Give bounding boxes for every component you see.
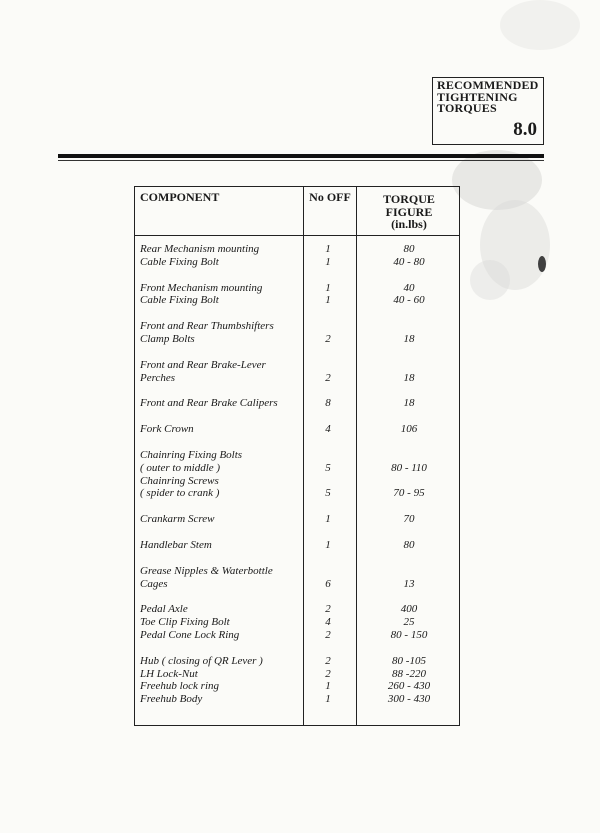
component-cell: Cages (140, 577, 168, 590)
component-cell: Front and Rear Brake-Lever (140, 358, 266, 371)
component-cell: Freehub lock ring (140, 680, 220, 693)
row-group (135, 282, 459, 308)
section-number: 8.0 (513, 119, 537, 140)
component-cell: Toe Clip Fixing Bolt (140, 616, 230, 629)
quantity-cell: 2 (325, 371, 331, 384)
table-body (135, 243, 459, 719)
table-row (135, 294, 459, 307)
quantity-cell: 1 (325, 294, 331, 307)
torque-cell: 18 (403, 371, 415, 384)
component-cell: Cable Fixing Bolt (140, 294, 219, 307)
table-row (135, 616, 459, 629)
torque-cell: 80 - 110 (391, 461, 427, 474)
component-cell: Cable Fixing Bolt (140, 255, 219, 268)
row-group (135, 565, 459, 591)
component-cell: Crankarm Screw (140, 513, 215, 526)
component-cell: Chainring Fixing Bolts (140, 448, 243, 461)
table-row (135, 655, 459, 668)
component-cell: Chainring Screws (140, 474, 219, 487)
row-group (135, 320, 459, 346)
table-row (135, 256, 459, 269)
quantity-cell: 1 (325, 243, 331, 255)
header-divider (135, 235, 459, 236)
table-row (135, 462, 459, 475)
quantity-cell: 4 (325, 423, 331, 436)
torque-cell: 400 (400, 603, 418, 616)
quantity-cell: 2 (325, 654, 331, 667)
quantity-cell: 1 (325, 255, 331, 268)
table-row (135, 668, 459, 681)
torque-cell: 80 - 150 (390, 628, 428, 641)
component-cell: Front and Rear Brake Calipers (140, 397, 278, 410)
table-row (135, 243, 459, 256)
quantity-cell: 5 (325, 461, 331, 474)
table-row (135, 423, 459, 436)
section-header-box (432, 77, 544, 145)
row-group (135, 449, 459, 500)
table-row (135, 475, 459, 488)
table-row (135, 397, 459, 410)
quantity-cell: 6 (325, 577, 331, 590)
quantity-cell: 2 (325, 332, 331, 345)
ink-blot (538, 256, 546, 272)
quantity-cell: 1 (325, 680, 331, 693)
torque-cell: 25 (403, 616, 415, 629)
table-row (135, 578, 459, 591)
row-group (135, 423, 459, 436)
torque-cell: 18 (403, 332, 415, 345)
table-row (135, 449, 459, 462)
torque-cell: 40 - 80 (393, 255, 425, 268)
quantity-cell: 8 (325, 397, 331, 410)
row-group (135, 397, 459, 410)
row-group (135, 359, 459, 385)
component-cell: ( outer to middle ) (140, 461, 221, 474)
quantity-cell: 1 (325, 538, 331, 551)
table-row (135, 565, 459, 578)
torque-cell: 40 - 60 (393, 294, 425, 307)
component-cell: Freehub Body (140, 693, 203, 706)
row-group (135, 603, 459, 641)
component-cell: LH Lock-Nut (140, 667, 198, 680)
table-row (135, 603, 459, 616)
component-cell: Pedal Axle (140, 603, 188, 616)
torque-cell: 300 - 430 (387, 693, 431, 706)
torque-cell: 70 (403, 513, 415, 526)
quantity-cell: 2 (325, 628, 331, 641)
torque-cell: 88 -220 (392, 667, 426, 680)
component-cell: Clamp Bolts (140, 332, 195, 345)
row-group (135, 513, 459, 526)
component-cell: ( spider to crank ) (140, 487, 220, 500)
component-cell: Rear Mechanism mounting (140, 243, 260, 255)
table-row (135, 487, 459, 500)
row-group (135, 243, 459, 269)
torque-cell: 70 - 95 (393, 487, 425, 500)
quantity-cell: 1 (325, 281, 331, 294)
component-cell: Front and Rear Thumbshifters (140, 320, 274, 333)
component-cell: Perches (140, 371, 176, 384)
table-row (135, 629, 459, 642)
section-title: RECOMMENDED TIGHTENING TORQUES (437, 78, 539, 115)
torque-cell: 18 (403, 397, 415, 410)
table-row (135, 539, 459, 552)
scan-stain (500, 0, 580, 50)
torque-cell: 80 -105 (392, 654, 426, 667)
quantity-cell: 4 (325, 616, 331, 629)
torque-cell: 260 - 430 (387, 680, 431, 693)
row-group (135, 655, 459, 706)
header-quantity: No OFF (309, 190, 351, 204)
header-torque: TORQUE FIGURE (in.lbs) (383, 192, 435, 231)
quantity-cell: 5 (325, 487, 331, 500)
torque-cell: 80 (403, 538, 415, 551)
quantity-cell: 2 (325, 603, 331, 616)
row-group (135, 539, 459, 552)
quantity-cell: 1 (325, 513, 331, 526)
table-row (135, 693, 459, 706)
quantity-cell: 1 (325, 693, 331, 706)
table-row (135, 513, 459, 526)
quantity-cell: 2 (325, 667, 331, 680)
scan-stain (470, 260, 510, 300)
component-cell: Handlebar Stem (140, 538, 212, 551)
header-component: COMPONENT (140, 190, 220, 204)
header-rule-thin (58, 160, 544, 161)
table-row (135, 333, 459, 346)
component-cell: Grease Nipples & Waterbottle (140, 564, 273, 577)
torque-cell: 106 (400, 423, 418, 436)
header-rule (58, 154, 544, 158)
table-row (135, 680, 459, 693)
scan-stain (452, 150, 542, 210)
torque-cell: 80 (403, 243, 415, 255)
component-cell: Front Mechanism mounting (140, 281, 263, 294)
table-row (135, 359, 459, 372)
table-row (135, 282, 459, 295)
torque-table (134, 186, 460, 726)
torque-cell: 13 (403, 577, 415, 590)
table-row (135, 320, 459, 333)
table-row (135, 372, 459, 385)
component-cell: Hub ( closing of QR Lever ) (140, 654, 263, 667)
component-cell: Pedal Cone Lock Ring (140, 628, 240, 641)
component-cell: Fork Crown (140, 423, 194, 436)
torque-cell: 40 (403, 281, 415, 294)
